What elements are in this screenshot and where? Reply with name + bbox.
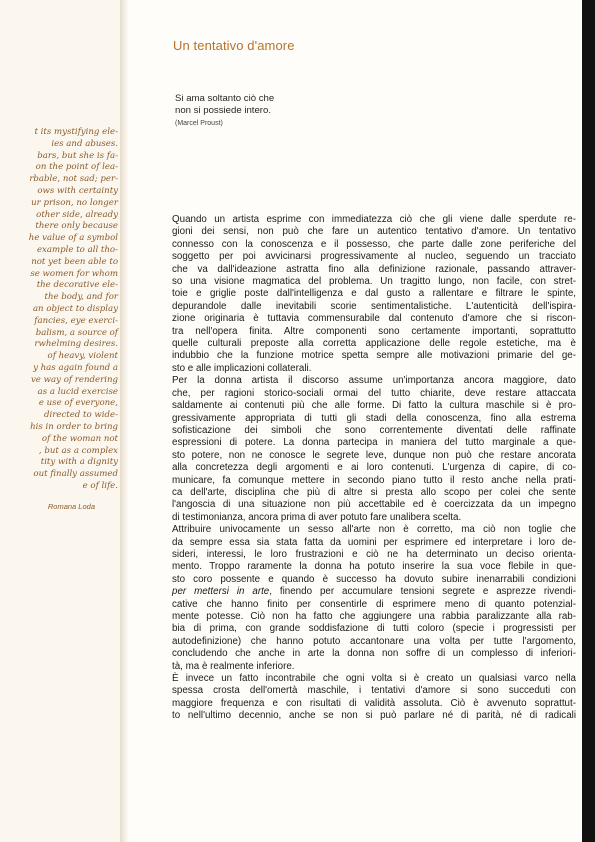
- left-page-line: balism, a source of: [35, 327, 118, 338]
- body-line: gressivamente appropriata di tutti gli stadi della conoscenza, fino alla estrema: [172, 412, 576, 424]
- body-line: tà, ma è realmente inferiore.: [172, 660, 295, 672]
- body-line: di testimonianza, ancora prima di aver potuto fare unalibera scelta.: [172, 511, 462, 523]
- epigraph: [175, 93, 274, 130]
- body-line: espressioni di potere. La donna partecipa in maniera del tutto marginale a que-: [172, 437, 576, 449]
- body-line: saldamente ai contenuti più che alle forme. Di fatto la cultura maschile si è pro-: [172, 400, 576, 412]
- body-line: per mettersi in arte, finendo per accumulare tensioni segrete e asprezze rivendi-: [172, 586, 576, 598]
- left-page-line: t its mystifying ele-: [34, 127, 118, 137]
- body-line: soggetto per poi avvicinarsi progressivamente al nucleo, seguendo un tracciato: [172, 251, 576, 263]
- body-line: gioni dei sensi, non può che fare un autentico tentativo d'amore. Un tentativo: [172, 226, 576, 238]
- epigraph-line-1: Si ama soltanto ciò che: [175, 93, 275, 104]
- body-line: cative che hanno finito per consentirle di esprimere meno di quanto potenzial-: [172, 598, 576, 610]
- body-line: sto coro possente e quando è successo ha dovuto subire inenarrabili condizioni: [172, 573, 576, 585]
- right-page: [130, 0, 595, 842]
- left-page-text: [0, 127, 118, 493]
- body-line: mento. Troppo raramente la donna ha potuto inserire la sua voce flebile in que-: [172, 561, 576, 573]
- left-page-line: example to all tho-: [36, 244, 118, 255]
- left-page-line: ies and abuses.: [51, 138, 118, 149]
- article-body: [172, 214, 576, 723]
- left-page-line: e of life.: [82, 480, 118, 491]
- body-line: Per la donna artista il discorso assume un'importanza ancora maggiore, dato: [172, 375, 576, 387]
- epigraph-line-2: non si possiede intero.: [175, 105, 271, 116]
- page-gutter: [120, 0, 130, 842]
- left-page-line: the decorative ele-: [36, 280, 118, 291]
- left-page-line: the body, and for: [44, 292, 118, 303]
- body-line: sto e alle implicazioni collaterali.: [172, 362, 312, 374]
- body-line: connesso con la conoscenza e il possesso, che parte dalle zone periferiche del: [172, 238, 576, 250]
- left-page-line: there only because: [35, 221, 118, 232]
- left-page-line: se women for whom: [30, 268, 118, 279]
- body-line: mente potesse. Ciò non ha fatto che aggiungere una rabbia paralizzante alla rab-: [172, 611, 576, 622]
- body-line: ca dell'arte, disciplina che più di altre si presta allo scopo per colei che sente: [172, 486, 576, 498]
- scan-edge: [582, 0, 595, 842]
- left-page-line: bars, but she is fa-: [37, 150, 118, 161]
- left-page-line: ur prison, no longer: [31, 197, 118, 208]
- body-line: zione originaria è tuttavia commensurabile dal contenuto d'amore che si riscon-: [172, 313, 576, 325]
- body-line: da sempre essa sia stata fatta da uomini per esprimere ed interpretare i loro de-: [172, 536, 576, 548]
- left-page-line: , but as a complex: [38, 445, 118, 456]
- body-line: alla concretezza degli argomenti e ai loro contenuti. L'urgenza di capire, di co-: [172, 462, 576, 474]
- left-page-line: on the point of lea-: [35, 162, 118, 173]
- body-line: quelle culturali preposte alla corretta applicazione delle regole estetiche, ma è: [172, 338, 576, 350]
- body-line: spessa crosta dell'omertà maschile, i tentativi d'amore si sono succeduti con: [172, 685, 576, 697]
- left-page-line: y has again found a: [33, 362, 118, 373]
- body-line: che, per ragioni storico-sociali ormai del tutto chiarite, deve restare attaccata: [172, 387, 576, 399]
- body-line: maggiore frequenza e con risultati di validità assoluta. Ciò è avvenuto soprattut-: [172, 697, 576, 709]
- body-line: municare, fa comunque mettere in secondo piano tutto il resto anche nella prati-: [172, 474, 576, 486]
- body-line: sto potere, non ne conosce le segrete leve, dunque non può che restare ancorata: [172, 449, 576, 461]
- article-title: Un tentativo d'amore: [173, 38, 295, 53]
- left-page-line: tity with a dignity: [40, 457, 118, 468]
- body-line: concludendo che anche in arte la donna non soffre di un complesso di inferiori-: [172, 648, 576, 660]
- left-page-line: out finally assumed: [33, 469, 118, 480]
- body-line: È invece un fatto incontrabile che ogni volta si è creato un qualsiasi varco nella: [172, 673, 576, 685]
- body-line: autodefinizione) che hanno potuto accantonare una volta per tutte l'argomento,: [172, 635, 576, 647]
- epigraph-source: (Marcel Proust): [175, 120, 223, 127]
- body-line: tra nell'opera finita. Altre componenti sono certamente importanti, soprattutto: [172, 325, 576, 337]
- body-line: toie e griglie poste dall'intelligenza e dal gusto a rallentare e filtrare le spinte,: [172, 288, 576, 300]
- body-line: bia di prima, con grande soddisfazione di tutti coloro (specie i progressisti per: [172, 623, 576, 635]
- left-page-line: directed to wide-: [44, 410, 118, 421]
- body-line: to nell'ultimo decennio, anche se non si può parlare né di parità, né di radicali: [172, 710, 576, 722]
- left-page-line: an object to display: [32, 303, 118, 314]
- body-line: Attribuire univocamente un sesso all'arte non è corretto, ma ciò non toglie che: [172, 524, 576, 536]
- body-line: so una visione magmatica del problema. Un tragitto lungo, non facile, con stret-: [172, 276, 576, 288]
- left-page-line: as a lucid exercise: [37, 386, 118, 397]
- left-page-line: e use of everyone,: [38, 398, 118, 409]
- left-page-line: ve way of rendering: [30, 374, 118, 385]
- left-page-line: of heavy, violent: [47, 351, 118, 362]
- left-page-signature: Romana Loda: [47, 502, 95, 511]
- body-line: sofisticazione dei simboli che sono correntemente diventati delle raffinate: [172, 424, 576, 436]
- left-page-line: rwhelming desires.: [34, 339, 118, 350]
- left-page-line: rbable, not sad; per-: [29, 174, 118, 185]
- body-line: Quando un artista esprime con immediatezza ciò che gli viene dalle sperdute re-: [172, 214, 576, 225]
- body-line: depurandole dalle inevitabili scorie sentimentalistiche. L'autenticità dell'ispira-: [172, 300, 576, 312]
- left-page-line: of the woman not: [41, 433, 118, 444]
- left-page-line: fancies, eye exerci-: [34, 315, 118, 326]
- left-page-line: not yet been able to: [31, 256, 118, 267]
- body-line: sideri, interessi, le loro frustrazioni e ciò ne ha determinato un deciso orienta-: [172, 548, 576, 560]
- body-line: l'angoscia di una situazione non più accettabile ed è coercizzata da un impegno: [172, 499, 576, 511]
- body-line: indubbio che la funzione motrice spetta sempre alle motivazioni primarie del ge-: [172, 350, 576, 362]
- left-page: [0, 0, 120, 842]
- body-line: che va dall'ideazione astratta fino alla definizione razionale, passando attraver-: [172, 263, 576, 275]
- left-page-line: he value of a symbol: [28, 233, 118, 244]
- left-page-line: his in order to bring: [30, 421, 118, 432]
- left-page-line: ows with certainty: [37, 185, 118, 196]
- left-page-line: other side, already: [36, 209, 118, 220]
